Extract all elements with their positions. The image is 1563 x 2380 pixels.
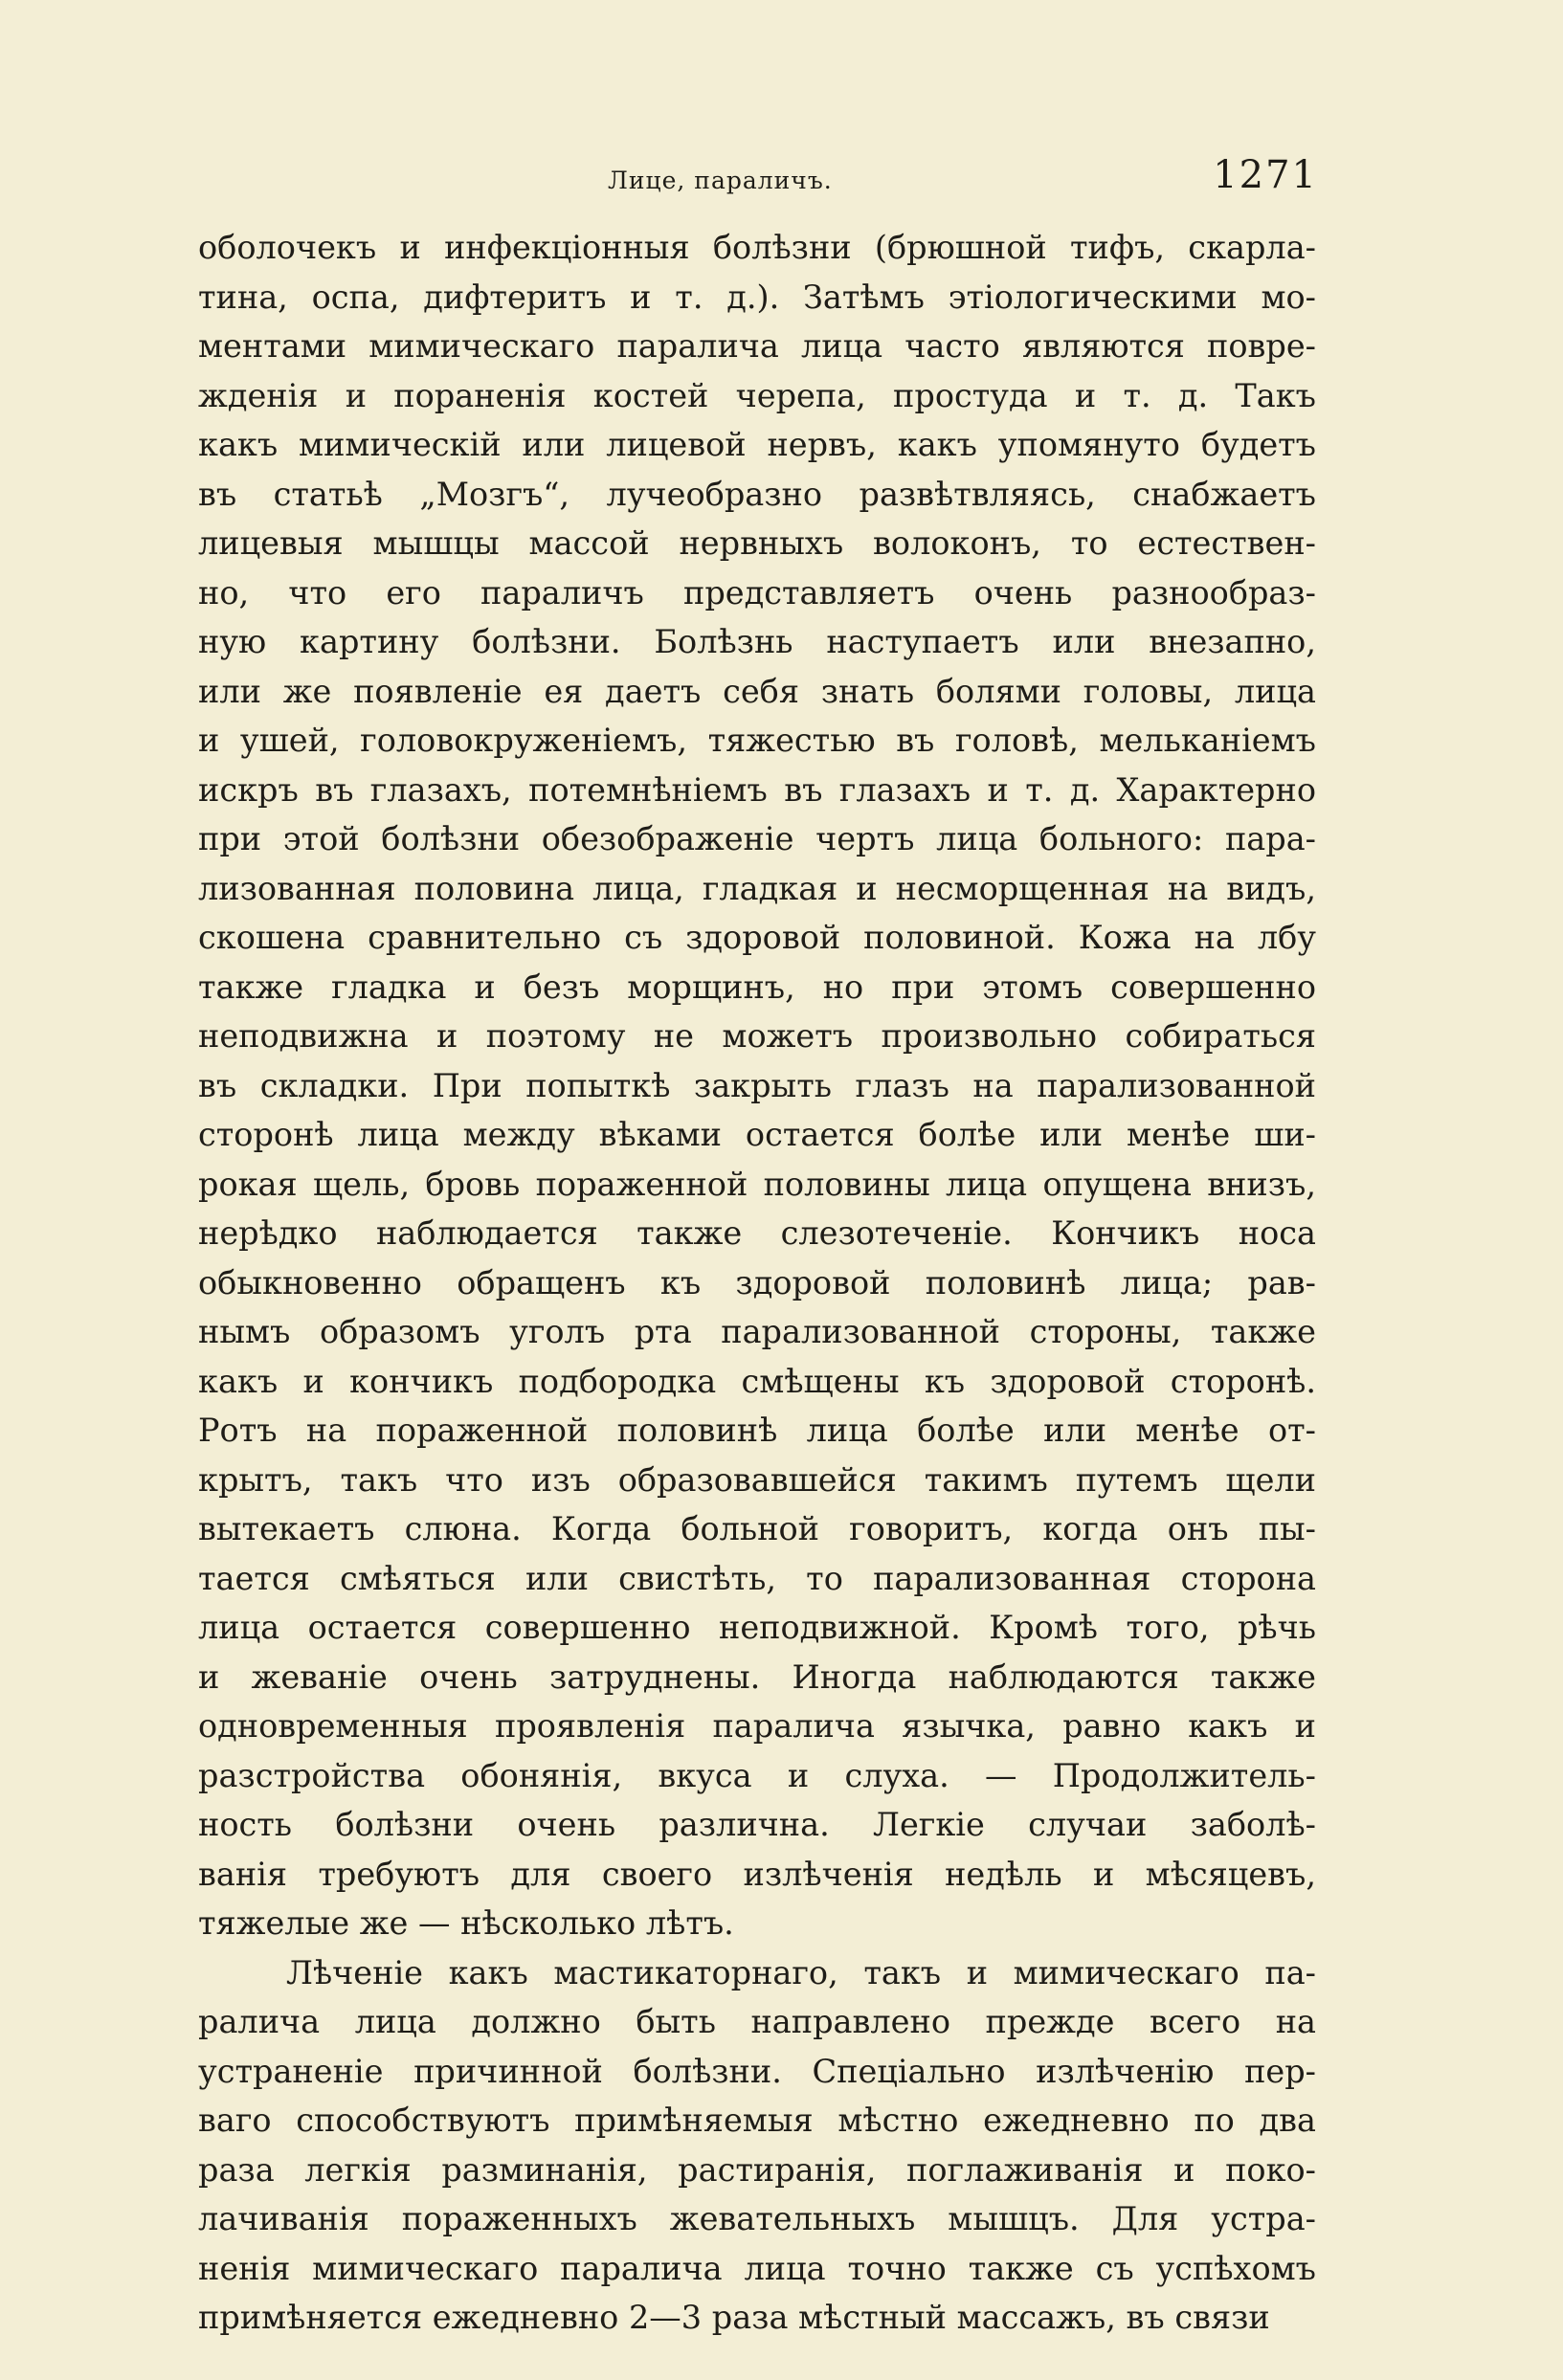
text-line: крытъ, такъ что изъ образовавшейся такимъ путемъ щели: [198, 1460, 1316, 1499]
text-line: лицевыя мышцы массой нервныхъ волоконъ, то естествен-: [198, 524, 1316, 562]
body-text: [198, 223, 1316, 2343]
text-line: и жеваніе очень затруднены. Иногда наблюдаются также: [198, 1657, 1316, 1696]
text-line: при этой болѣзни обезображеніе чертъ лица больного: пара-: [198, 820, 1316, 857]
text-line: устраненіе причинной болѣзни. Спеціально излѣченію пер-: [198, 2052, 1316, 2090]
text-line: Ротъ на пораженной половинѣ лица болѣе или менѣе от-: [198, 1412, 1316, 1449]
text-line: но, что его параличъ представляетъ очень разнообраз-: [198, 573, 1316, 612]
text-line: примѣняется ежедневно 2—3 раза мѣстный массажъ, въ связи: [198, 2299, 1270, 2336]
text-line: въ складки. При попыткѣ закрыть глазъ на парализованной: [198, 1066, 1316, 1104]
text-line: разстройства обонянія, вкуса и слуха. — Продолжитель-: [198, 1756, 1316, 1794]
text-line: какъ мимическій или лицевой нервъ, какъ упомянуто будетъ: [198, 426, 1316, 463]
text-line: сторонѣ лица между вѣками остается болѣе или менѣе ши-: [198, 1116, 1316, 1153]
text-line: ванія требуютъ для своего излѣченія недѣль и мѣсяцевъ,: [198, 1855, 1316, 1893]
text-line: одновременныя проявленія паралича язычка, равно какъ и: [198, 1707, 1316, 1745]
text-line: тина, оспа, дифтеритъ и т. д.). Затѣмъ этіологическими мо-: [198, 278, 1316, 316]
paragraph: [198, 1948, 1316, 2343]
text-line: искръ въ глазахъ, потемнѣніемъ въ глазахъ и т. д. Характерно: [198, 770, 1316, 809]
text-line: ность болѣзни очень различна. Легкіе случаи заболѣ-: [198, 1806, 1316, 1843]
text-line: обыкновенно обращенъ къ здоровой половинѣ лица; рав-: [198, 1263, 1316, 1301]
text-line: нымъ образомъ уголъ рта парализованной стороны, также: [198, 1313, 1316, 1350]
text-line: также гладка и безъ морщинъ, но при этомъ совершенно: [198, 968, 1316, 1006]
text-line: ментами мимическаго паралича лица часто являются повре-: [198, 327, 1316, 365]
text-line: тяжелые же — нѣсколько лѣтъ.: [198, 1904, 734, 1942]
text-line: лица остается совершенно неподвижной. Кромѣ того, рѣчь: [198, 1609, 1316, 1646]
text-line: раза легкія разминанія, растиранія, поглаживанія и поко-: [198, 2150, 1316, 2189]
text-line: неподвижна и поэтому не можетъ произвольно собираться: [198, 1017, 1316, 1055]
text-line: жденія и пораненія костей черепа, простуда и т. д. Такъ: [198, 376, 1316, 414]
text-line: какъ и кончикъ подбородка смѣщены къ здоровой сторонѣ.: [198, 1362, 1316, 1400]
text-line: ваго способствуютъ примѣняемыя мѣстно ежедневно по два: [198, 2102, 1316, 2139]
running-head: [196, 153, 1318, 211]
text-line: скошена сравнительно съ здоровой половиной. Кожа на лбу: [198, 919, 1316, 956]
text-line: въ статьѣ „Мозгъ“, лучеобразно развѣтвляясь, снабжаетъ: [198, 475, 1316, 513]
text-line: нерѣдко наблюдается также слезотеченіе. Кончикъ носа: [198, 1214, 1316, 1252]
text-line: лачиванія пораженныхъ жевательныхъ мышцъ. Для устра-: [198, 2200, 1316, 2237]
text-line: лизованная половина лица, гладкая и несморщенная на видъ,: [198, 869, 1316, 907]
text-line: тается смѣяться или свистѣть, то парализованная сторона: [198, 1559, 1316, 1597]
text-line: и ушей, головокруженіемъ, тяжестью въ головѣ, мельканіемъ: [198, 722, 1316, 759]
text-line: оболочекъ и инфекціонныя болѣзни (брюшной тифъ, скарла-: [198, 229, 1316, 266]
text-line: ную картину болѣзни. Болѣзнь наступаетъ или внезапно,: [198, 623, 1316, 660]
paragraph: [198, 223, 1316, 1948]
text-line: Лѣченіе какъ мастикаторнаго, такъ и мимическаго па-: [286, 1953, 1316, 1991]
text-line: или же появленіе ея даетъ себя знать болями головы, лица: [198, 672, 1316, 710]
running-title: Лице, параличъ.: [608, 167, 833, 194]
text-line: рокая щель, бровь пораженной половины лица опущена внизъ,: [198, 1165, 1316, 1203]
text-line: вытекаетъ слюна. Когда больной говоритъ, когда онъ пы-: [198, 1510, 1316, 1547]
page-number: 1271: [1213, 153, 1318, 197]
text-line: ненія мимическаго паралича лица точно также съ успѣхомъ: [198, 2249, 1316, 2287]
text-line: ралича лица должно быть направлено прежде всего на: [198, 2003, 1316, 2040]
